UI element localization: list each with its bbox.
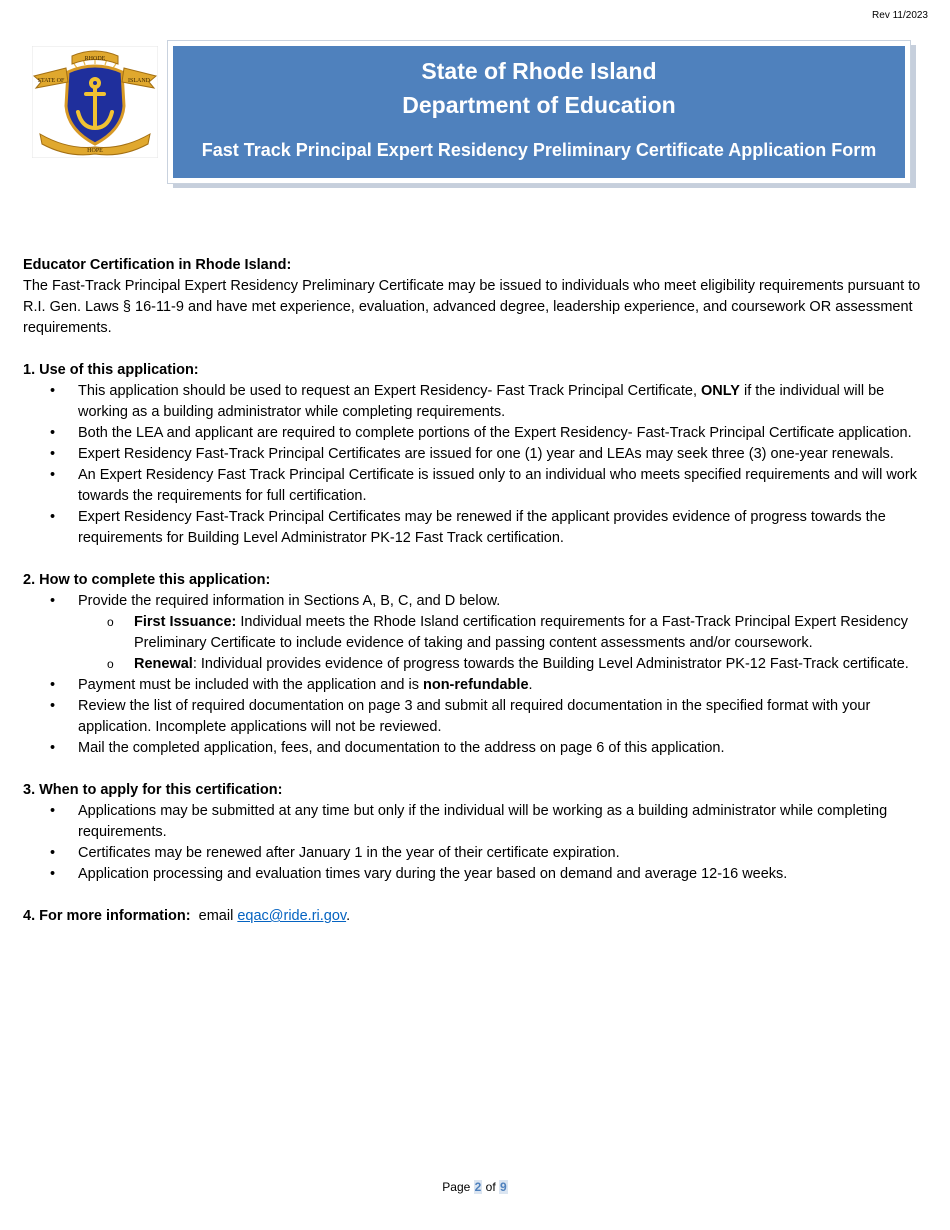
sub-list-item-renewal: o Renewal: Individual provides evidence of progress towards the Building Level Administrator PK-12 Fast-Track certificate.	[78, 654, 928, 675]
list-item: • This application should be used to request an Expert Residency- Fast Track Principal Certificate, ONLY if the individual will be working as a building administrator while completing requirements.	[23, 381, 928, 423]
list-item: • Application processing and evaluation times vary during the year based on demand and average 12-16 weeks.	[23, 864, 928, 885]
department-title: Department of Education	[402, 92, 676, 118]
list-item: • Review the list of required documentation on page 3 and submit all required documentation in the specified format with your application. Incomplete applications will not be reviewed.	[23, 696, 928, 738]
section-1-list	[23, 381, 928, 549]
sub-list-item-first-issuance: o First Issuance: Individual meets the Rhode Island certification requirements for a Fast-Track Principal Expert Residency Preliminary Certificate to include evidence of taking and passing content assessments and/or coursework.	[78, 612, 928, 654]
intro-text: The Fast-Track Principal Expert Residency Preliminary Certificate may be issued to individuals who meet eligibility requirements pursuant to R.I. Gen. Laws § 16-11-9 and have met experience, evaluation, advanced degree, leadership experience, and coursework OR assessment requirements.	[23, 278, 921, 336]
list-item: • An Expert Residency Fast Track Principal Certificate is issued only to an individual who meets specified requirements and will work towards the requirements for full certification.	[23, 465, 928, 507]
section-2-heading: 2. How to complete this application:	[23, 572, 271, 588]
document-body	[23, 255, 928, 927]
section-3-list	[23, 801, 928, 885]
header-banner	[167, 40, 911, 184]
rhode-island-seal	[32, 46, 158, 158]
section-4-line: 4. For more information: email eqac@ride.ri.gov.	[23, 908, 351, 924]
list-item: • Expert Residency Fast-Track Principal Certificates are issued for one (1) year and LEAs may seek three (3) one-year renewals.	[23, 444, 928, 465]
state-title: State of Rhode Island	[421, 58, 657, 84]
list-item: • Expert Residency Fast-Track Principal Certificates may be renewed if the applicant provides evidence of progress towards the requirements for Building Level Administrator PK-12 Fast Track certification.	[23, 507, 928, 549]
form-title: Fast Track Principal Expert Residency Preliminary Certificate Application Form	[201, 140, 877, 160]
list-item: • Mail the completed application, fees, and documentation to the address on page 6 of this application.	[23, 738, 928, 759]
page-footer: Page 2 of 9	[442, 1180, 507, 1194]
section-3-heading: 3. When to apply for this certification:	[23, 782, 283, 798]
seal-text-right: ISLAND	[128, 78, 150, 84]
list-item: • Provide the required information in Sections A, B, C, and D below. o First Issuance: Individual meets the Rhode Island certification requirements for a Fast-Track Principal Expert Residency Preliminary Certificate to include evidence of taking and passing content assessments and/or coursework. o Renewal: Individual provides evidence of progress towards the Building Level Administrator PK-12 Fast-Track certificate.	[23, 591, 928, 675]
email-link[interactable]: eqac@ride.ri.gov	[237, 908, 347, 924]
seal-text-top: RHODE	[84, 56, 106, 62]
section-2-list	[23, 591, 928, 759]
list-item: • Payment must be included with the application and is non-refundable.	[23, 675, 928, 696]
header-banner-fill	[173, 46, 905, 178]
section-4-heading: 4. For more information:	[23, 908, 191, 924]
intro-heading: Educator Certification in Rhode Island:	[23, 257, 292, 273]
list-item: • Certificates may be renewed after January 1 in the year of their certificate expiration.	[23, 843, 928, 864]
section-2-sublist	[78, 612, 928, 675]
list-item: • Applications may be submitted at any time but only if the individual will be working as a building administrator while completing requirements.	[23, 801, 928, 843]
list-item: • Both the LEA and applicant are required to complete portions of the Expert Residency- Fast-Track Principal Certificate application.	[23, 423, 928, 444]
seal-text-bottom: HOPE	[87, 148, 103, 154]
revision-label: Rev 11/2023	[872, 10, 928, 21]
total-page-number: 9	[500, 1180, 507, 1194]
section-1-heading: 1. Use of this application:	[23, 362, 199, 378]
seal-text-left: STATE OF	[37, 78, 65, 84]
current-page-number: 2	[474, 1180, 482, 1194]
